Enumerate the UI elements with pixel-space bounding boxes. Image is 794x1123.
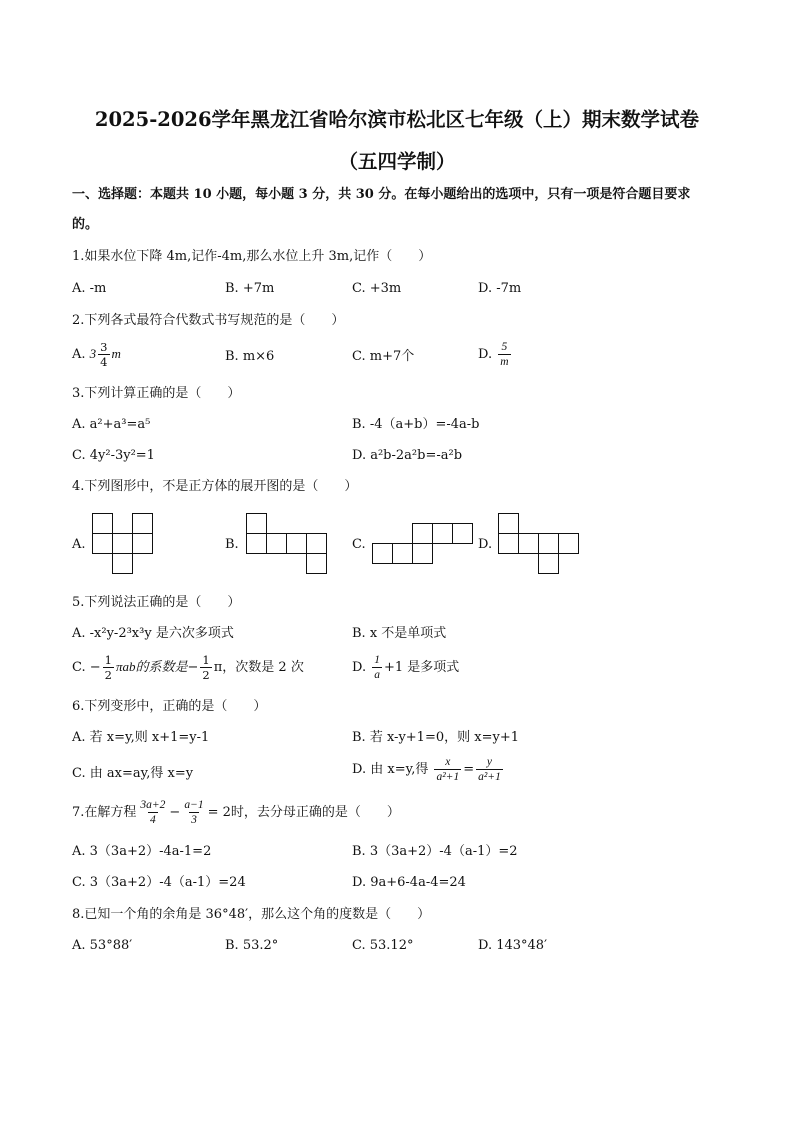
q6-d-numerator-right: y xyxy=(486,756,493,768)
q6-d-fraction-right xyxy=(476,756,503,783)
question-6-stem: 6.下列变形中，正确的是（ ） xyxy=(72,699,267,714)
q5-c-middle: πab的系数是 xyxy=(116,659,188,675)
question-7-stem xyxy=(72,799,400,826)
q6-d-equals: = xyxy=(463,762,475,778)
q6-d-fraction-left xyxy=(434,756,461,783)
question-2-stem: 2.下列各式最符合代数式书写规范的是（ ） xyxy=(72,313,345,328)
q8-option-c: C. 53.12° xyxy=(352,938,414,953)
q5-option-d xyxy=(352,654,459,681)
q2-d-numerator: 5 xyxy=(501,341,508,353)
q2-option-d xyxy=(478,341,513,368)
q7-numerator-1: 3a+2 xyxy=(140,799,166,811)
q1-option-b: B. +7m xyxy=(225,281,275,296)
q8-option-b: B. 53.2° xyxy=(225,938,279,953)
question-5-stem: 5.下列说法正确的是（ ） xyxy=(72,595,241,610)
q5-d-denominator: a xyxy=(374,669,380,682)
q5-option-c xyxy=(72,654,304,681)
q4-option-a-label: A. xyxy=(72,537,86,552)
q6-option-b: B. 若 x-y+1=0，则 x=y+1 xyxy=(352,730,519,745)
question-8-stem: 8.已知一个角的余角是 36°48′，那么这个角的度数是（ ） xyxy=(72,907,431,922)
question-3-stem: 3.下列计算正确的是（ ） xyxy=(72,386,241,401)
q6-option-d xyxy=(352,756,505,783)
q3-option-d: D. a²b-2a²b=-a²b xyxy=(352,448,463,463)
section-instruction: 一、选择题：本题共 10 小题，每小题 3 分，共 30 分。在每小题给出的选项中，只有一项是符合题目要求 xyxy=(72,187,691,202)
q7-stem-tail: = 2时，去分母正确的是（ ） xyxy=(207,805,400,821)
q7-denominator-2: 3 xyxy=(191,814,197,827)
q4-option-c-label: C. xyxy=(352,537,366,552)
q2-option-a xyxy=(72,341,121,368)
q8-option-d: D. 143°48′ xyxy=(478,938,548,953)
q7-minus: − xyxy=(169,805,181,821)
q4-net-b xyxy=(246,513,328,575)
q4-option-d-label: D. xyxy=(478,537,493,552)
q5-c-fraction-2 xyxy=(200,654,211,681)
q5-c-numerator-2: 1 xyxy=(202,653,210,667)
question-4-stem: 4.下列图形中，不是正方体的展开图的是（ ） xyxy=(72,479,358,494)
q5-option-d-prefix: D. xyxy=(352,660,367,676)
exam-title: 2025-2026学年黑龙江省哈尔滨市松北区七年级（上）期末数学试卷 xyxy=(94,108,700,131)
q2-option-a-variable: m xyxy=(111,346,121,362)
q3-option-a: A. a²+a³=a⁵ xyxy=(72,417,151,432)
q5-option-a: A. -x²y-2³x³y 是六次多项式 xyxy=(72,626,234,641)
q2-option-b: B. m×6 xyxy=(225,349,275,364)
q8-option-a: A. 53°88′ xyxy=(72,938,133,953)
q6-d-numerator-left: x xyxy=(445,756,451,768)
q5-option-b: B. x 不是单项式 xyxy=(352,626,447,641)
q2-option-d-prefix: D. xyxy=(478,347,493,363)
q2-option-d-fraction xyxy=(498,341,510,368)
q2-a-numerator: 3 xyxy=(100,340,108,354)
q7-fraction-2 xyxy=(182,799,205,826)
q5-c-minus-2: − xyxy=(187,660,199,676)
q5-c-denominator: 2 xyxy=(104,668,112,683)
q6-option-c: C. 由 ax=ay,得 x=y xyxy=(72,766,194,781)
q1-option-d: D. -7m xyxy=(478,281,522,296)
q7-option-a: A. 3（3a+2）-4a-1=2 xyxy=(72,844,212,859)
q2-a-denominator: 4 xyxy=(100,355,108,370)
q3-option-c: C. 4y²-3y²=1 xyxy=(72,448,155,463)
question-1-stem: 1.如果水位下降 4m,记作-4m,那么水位上升 3m,记作（ ） xyxy=(72,249,432,264)
q7-option-d: D. 9a+6-4a-4=24 xyxy=(352,875,466,890)
q1-option-c: C. +3m xyxy=(352,281,402,296)
q7-stem-prefix: 7.在解方程 xyxy=(72,805,137,821)
q4-net-d xyxy=(498,513,580,575)
q7-numerator-2: a−1 xyxy=(184,799,204,811)
q6-d-denominator-right: a²+1 xyxy=(478,771,501,784)
q7-option-b: B. 3（3a+2）-4（a-1）=2 xyxy=(352,844,518,859)
q6-d-denominator-left: a²+1 xyxy=(436,771,460,784)
q1-option-a: A. -m xyxy=(72,281,107,296)
q4-net-c xyxy=(372,523,474,565)
q5-c-tail: π，次数是 2 次 xyxy=(213,660,304,676)
q2-option-a-prefix: A. xyxy=(72,347,86,363)
q5-c-denominator-2: 2 xyxy=(202,668,210,683)
q5-c-minus: − xyxy=(89,660,101,676)
q2-option-a-whole: 3 xyxy=(89,346,97,362)
exam-subtitle: （五四学制） xyxy=(338,150,456,173)
section-instruction-cont: 的。 xyxy=(72,217,99,232)
q5-c-fraction xyxy=(103,654,114,681)
q5-d-tail: +1 是多项式 xyxy=(383,660,460,676)
q2-option-c: C. m+7个 xyxy=(352,349,415,364)
q2-d-denominator: m xyxy=(500,356,509,369)
q3-option-b: B. -4（a+b）=-4a-b xyxy=(352,417,480,432)
q6-option-d-prefix: D. 由 x=y,得 xyxy=(352,762,429,778)
q2-option-a-fraction xyxy=(98,341,109,368)
q5-d-fraction xyxy=(372,654,382,681)
q7-fraction-1 xyxy=(138,799,167,826)
q5-d-numerator: 1 xyxy=(374,654,380,666)
q5-option-c-prefix: C. xyxy=(72,660,86,676)
q5-c-numerator: 1 xyxy=(104,653,112,667)
q4-net-a xyxy=(92,513,154,575)
q6-option-a: A. 若 x=y,则 x+1=y-1 xyxy=(72,730,210,745)
q7-denominator-1: 4 xyxy=(150,814,156,827)
q7-option-c: C. 3（3a+2）-4（a-1）=24 xyxy=(72,875,246,890)
q4-option-b-label: B. xyxy=(225,537,239,552)
